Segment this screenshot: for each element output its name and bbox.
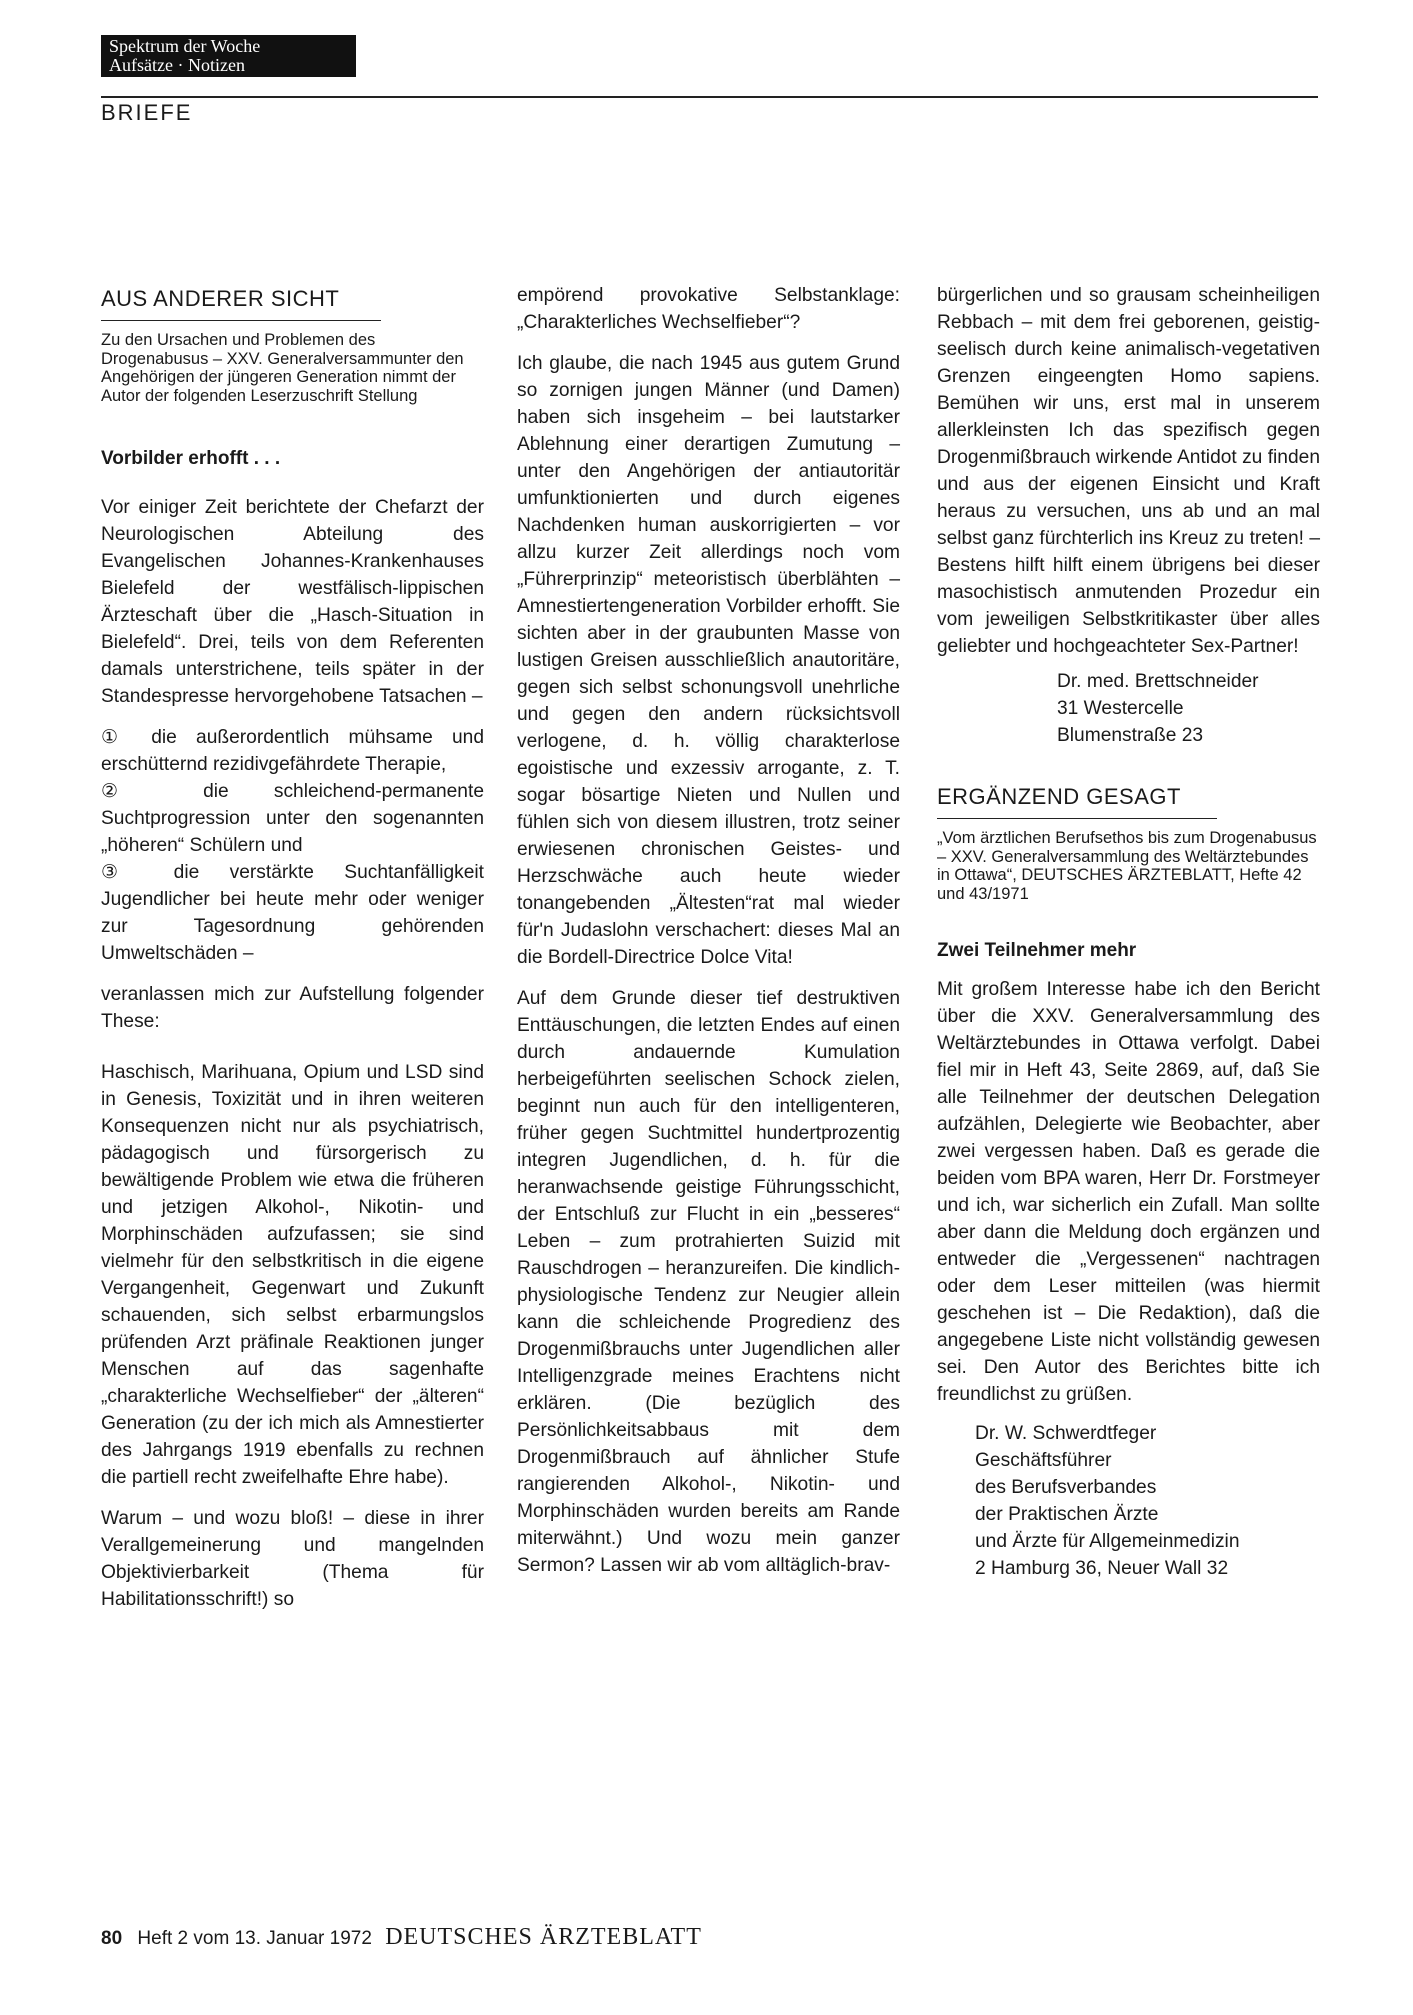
list-item: ① die außerordentlich mühsame und erschütternd rezidivgefährdete Therapie,	[101, 727, 484, 775]
signature-schwerdtfeger	[975, 1420, 1320, 1582]
paragraph: Haschisch, Marihuana, Opium und LSD sind in Genesis, Toxizität und in ihren weiteren Konsequenzen nicht nur als psychiatrisch, pädagogisch und fürsorgerisch zu bewältigende Problem wie etwa die früheren und jetzigen Alkohol-, Nikotin- und Morphinschäden aufzufassen; sie sind vielmehr für den selbstkritisch in die eigene Vergangenheit, Gegenwart und Zukunft schauenden, sich selbst erbarmungslos prüfenden Arzt präfinale Reaktionen junger Menschen auf das sagenhafte „charakterliche Wechselfieber“ der „älteren“ Generation (zu der ich mich als Amnestierter des Jahrgangs 1919 ebenfalls zu rechnen die partiell recht zweifelhafte Ehre habe).	[101, 1062, 484, 1488]
article-intro: Zu den Ursachen und Problemen des Drogenabusus – XXV. Generalversammunter den Angehörigen der jüngeren Generation nimmt der Autor der folgenden Leserzuschrift Stellung	[101, 331, 464, 405]
publication-name: DEUTSCHES ÄRZTEBLATT	[385, 1924, 702, 1950]
section-label: BRIEFE	[101, 100, 193, 125]
list-item: ② die schleichend-permanente Suchtprogression unter den sogenannten „höheren“ Schülern und	[101, 781, 484, 856]
column-2	[517, 282, 900, 1579]
paragraph: Ich glaube, die nach 1945 aus gutem Grund so zornigen jungen Männer (und Damen) haben sich insgeheim – bei lautstarker Ablehnung einer derartigen Zumutung – unter den Angehörigen der antiautoritär umfunktionierten und durch eigenes Nachdenken human auskorrigierten – vor allzu kurzer Zeit allerdings noch vom „Führerprinzip“ meteoristisch überblähten – Amnestiertengeneration Vorbilder erhofft. Sie sichten aber in der graubunten Masse von lustigen Greisen ausschließlich anautoritäre, gegen sich selbst schonungsvoll unehrliche und gegen den andern rücksichtsvoll verlogene, d. h. völlig charakterlose egoistische und exzessiv arrogante, z. T. sogar bösartige Nieten und Nullen und fühlen sich von diesem illustren, trotz seiner erwiesenen chronischen Geistes- und Herzschwäche auch heute wieder tonangebenden „Ältesten“rat mal wieder für'n Judaslohn verschachert: dieses Mal an die Bordell-Directrice Dolce Vita!	[517, 353, 900, 968]
paragraph: bürgerlichen und so grausam scheinheiligen Rebbach – mit dem frei geborenen, geistig-seelisch durch keine animalisch-vegetativen Grenzen eingeengten Homo sapiens. Bemühen wir uns, erst mal in unserem allerkleinsten Ich das spezifisch gegen Drogenmißbrauch wirkende Antidot zu finden und aus der eigenen Einsicht und Kraft heraus zu versuchen, uns ab und an mal selbst ganz fürchterlich ins Kreuz zu treten! – Bestens hilft hilft einem übrigens bei dieser masochistisch anmutenden Prozedur ein vom jeweiligen Selbstkritikaster über alles geliebter und hochgeachteter Sex-Partner!	[937, 285, 1320, 657]
list-item: ③ die verstärkte Suchtanfälligkeit Jugendlicher bei heute mehr oder weniger zur Tagesordnung gehörenden Umweltschäden –	[101, 862, 484, 964]
paragraph: empörend provokative Selbstanklage: „Charakterliches Wechselfieber“?	[517, 285, 900, 333]
article-headline: Vorbilder erhofft . . .	[101, 448, 281, 469]
section-title-aus-anderer-sicht: AUS ANDERER SICHT	[101, 285, 381, 321]
signature-line: der Praktischen Ärzte	[975, 1504, 1159, 1525]
signature-line: Dr. W. Schwerdtfeger	[975, 1423, 1157, 1444]
signature-line: 2 Hamburg 36, Neuer Wall 32	[975, 1558, 1229, 1579]
section-badge	[101, 35, 356, 77]
badge-line-2: Aufsätze · Notizen	[109, 55, 245, 75]
signature-line: und Ärzte für Allgemeinmedizin	[975, 1531, 1240, 1552]
article-intro: „Vom ärztlichen Berufsethos bis zum Drogenabusus – XXV. Generalversammlung des Weltärztebundes in Ottawa“, DEUTSCHES ÄRZTEBLATT, Hefte 42 und 43/1971	[937, 829, 1317, 903]
column-3	[937, 282, 1320, 1582]
column-1	[101, 285, 484, 1613]
issue-info: Heft 2 vom 13. Januar 1972	[137, 1928, 372, 1949]
article-headline: Zwei Teilnehmer mehr	[937, 940, 1137, 961]
page-number: 80	[101, 1928, 123, 1949]
badge-line-1: Spektrum der Woche	[109, 36, 261, 56]
paragraph: Mit großem Interesse habe ich den Bericht über die XXV. Generalversammlung des Weltärztebundes in Ottawa verfolgt. Dabei fiel mir in Heft 43, Seite 2869, auf, daß Sie alle Teilnehmer der deutschen Delegation aufzählen, Delegierte wie Beobachter, aber zwei vergessen haben. Daß es gerade die beiden vom BPA waren, Herr Dr. Forstmeyer und ich, war sicherlich ein Zufall. Man sollte aber dann die Meldung doch ergänzen und entweder die „Vergessenen“ nachtragen oder dem Leser mitteilen (was hiermit geschehen ist – Die Redaktion), daß die angegebene Liste nicht vollständig gewesen sei. Den Autor des Berichtes bitte ich freundlichst zu grüßen.	[937, 979, 1320, 1405]
signature-line: Blumenstraße 23	[1057, 725, 1204, 746]
signature-line: des Berufsverbandes	[975, 1477, 1157, 1498]
signature-brettschneider	[1057, 668, 1320, 749]
paragraph: veranlassen mich zur Aufstellung folgender These:	[101, 984, 484, 1032]
page-footer	[101, 1924, 702, 1951]
signature-line: Geschäftsführer	[975, 1450, 1112, 1471]
signature-line: Dr. med. Brettschneider	[1057, 671, 1259, 692]
header-rule	[101, 96, 1318, 98]
signature-line: 31 Westercelle	[1057, 698, 1184, 719]
section-title-ergaenzend-gesagt: ERGÄNZEND GESAGT	[937, 783, 1217, 819]
paragraph: Vor einiger Zeit berichtete der Chefarzt der Neurologischen Abteilung des Evangelischen Johannes-Krankenhauses Bielefeld der westfälisch-lippischen Ärzteschaft über die „Hasch-Situation in Bielefeld“. Drei, teils von dem Referenten damals unterstrichene, teils später in der Standespresse hervorgehobene Tatsachen –	[101, 497, 484, 707]
paragraph: Warum – und wozu bloß! – diese in ihrer Verallgemeinerung und mangelnden Objektivierbarkeit (Thema für Habilitationsschrift!) so	[101, 1508, 484, 1610]
paragraph: Auf dem Grunde dieser tief destruktiven Enttäuschungen, die letzten Endes auf einen durch andauernde Kumulation herbeigeführten seelischen Schock zielen, beginnt nun auch für den intelligenteren, früher gegen Suchtmittel hundertprozentig integren Jugendlichen, d. h. für die heranwachsende geistige Führungsschicht, der Entschluß zur Flucht in ein „besseres“ Leben – zum protrahierten Suizid mit Rauschdrogen – heranzureifen. Die kindlich-physiologische Tendenz zur Neugier allein kann die schleichende Progredienz des Drogenmißbrauchs unter Jugendlichen aller Intelligenzgrade meines Erachtens nicht erklären. (Die bezüglich des Persönlichkeitsabbaus mit dem Drogenmißbrauch auf ähnlicher Stufe rangierenden Alkohol-, Nikotin- und Morphinschäden wurden bereits am Rande miterwähnt.) Und wozu mein ganzer Sermon? Lassen wir ab vom alltäglich-brav-	[517, 988, 900, 1576]
